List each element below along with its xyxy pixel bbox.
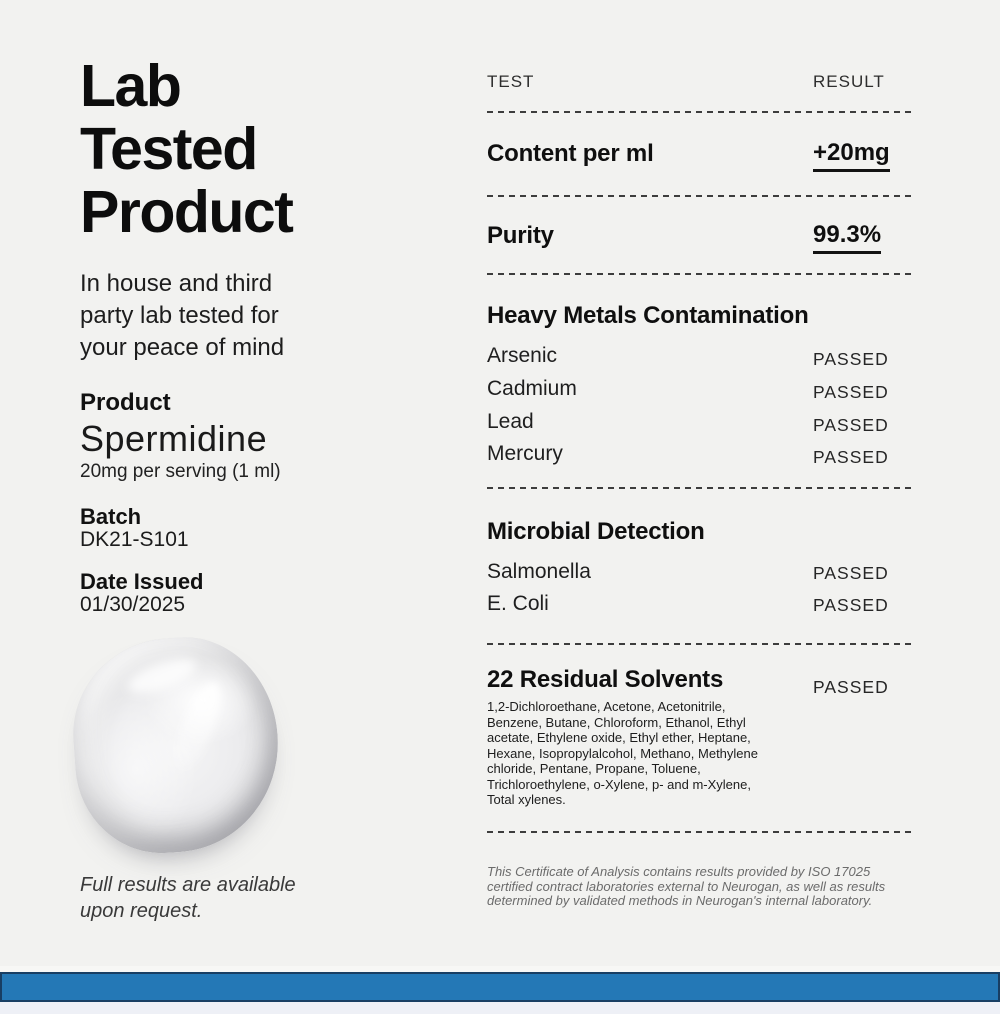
- purity-value: 99.3%: [813, 221, 881, 254]
- dashed-divider: [487, 643, 916, 645]
- disclaimer-text: This Certificate of Analysis contains results provided by ISO 17025 certified contract laboratories external to Neurogan, as well as results determined by validated methods in Neurogan's internal laboratory.: [487, 864, 886, 908]
- analyte-name: Salmonella: [487, 560, 591, 583]
- batch-label: Batch: [80, 504, 142, 529]
- microbial-title: Microbial Detection: [487, 518, 705, 545]
- date-issued-label: Date Issued: [80, 569, 204, 594]
- droplet-highlight: [124, 651, 201, 700]
- dashed-divider: [487, 487, 916, 489]
- analyte-result: PASSED: [813, 447, 889, 467]
- title-line-2: Tested: [80, 116, 257, 182]
- page-title: [80, 55, 292, 244]
- analyte-result: PASSED: [813, 595, 889, 615]
- date-issued-value: 01/30/2025: [80, 593, 186, 616]
- dashed-divider: [487, 111, 916, 113]
- analyte-result: PASSED: [813, 563, 889, 583]
- dashed-divider: [487, 273, 916, 275]
- dashed-divider: [487, 831, 916, 833]
- product-label: Product: [80, 389, 171, 416]
- accent-bar: [0, 972, 1000, 1002]
- footnote: Full results are available upon request.: [80, 874, 296, 922]
- column-header-result: RESULT: [813, 72, 885, 91]
- analyte-result: PASSED: [813, 349, 889, 369]
- title-line-3: Product: [80, 179, 293, 245]
- bottom-strip: [0, 1002, 1000, 1014]
- analyte-name: Mercury: [487, 442, 563, 465]
- analyte-result: PASSED: [813, 415, 889, 435]
- analyte-name: E. Coli: [487, 592, 549, 615]
- content-per-ml-value: +20mg: [813, 139, 890, 172]
- residual-solvents-result: PASSED: [813, 677, 889, 697]
- dashed-divider: [487, 195, 916, 197]
- analyte-name: Cadmium: [487, 377, 577, 400]
- content-per-ml-label: Content per ml: [487, 140, 654, 167]
- results-panel: [487, 0, 916, 1014]
- analyte-name: Lead: [487, 410, 534, 433]
- residual-solvents-title: 22 Residual Solvents: [487, 666, 724, 693]
- heavy-metals-title: Heavy Metals Contamination: [487, 302, 809, 329]
- purity-label: Purity: [487, 222, 554, 249]
- product-serving: 20mg per serving (1 ml): [80, 461, 281, 482]
- droplet-highlight: [166, 677, 229, 775]
- column-header-test: TEST: [487, 72, 535, 91]
- product-name: Spermidine: [80, 418, 268, 459]
- batch-value: DK21-S101: [80, 528, 189, 551]
- title-line-1: Lab: [80, 53, 181, 119]
- analyte-result: PASSED: [813, 382, 889, 402]
- analyte-name: Arsenic: [487, 344, 558, 367]
- liquid-droplet-photo: [67, 631, 285, 859]
- subtitle: In house and third party lab tested for your peace of mind: [80, 270, 285, 361]
- residual-solvents-list: 1,2-Dichloroethane, Acetone, Acetonitrile, Benzene, Butane, Chloroform, Ethanol, Ethyl acetate, Ethylene oxide, Ethyl ether, Heptane, Hexane, Isopropylalcohol, Methano, Methylene chloride, Pentane, Propane, Toluene, Trichloroethylene, o-Xylene, p- and m-Xylene, Total xylenes.: [487, 699, 758, 807]
